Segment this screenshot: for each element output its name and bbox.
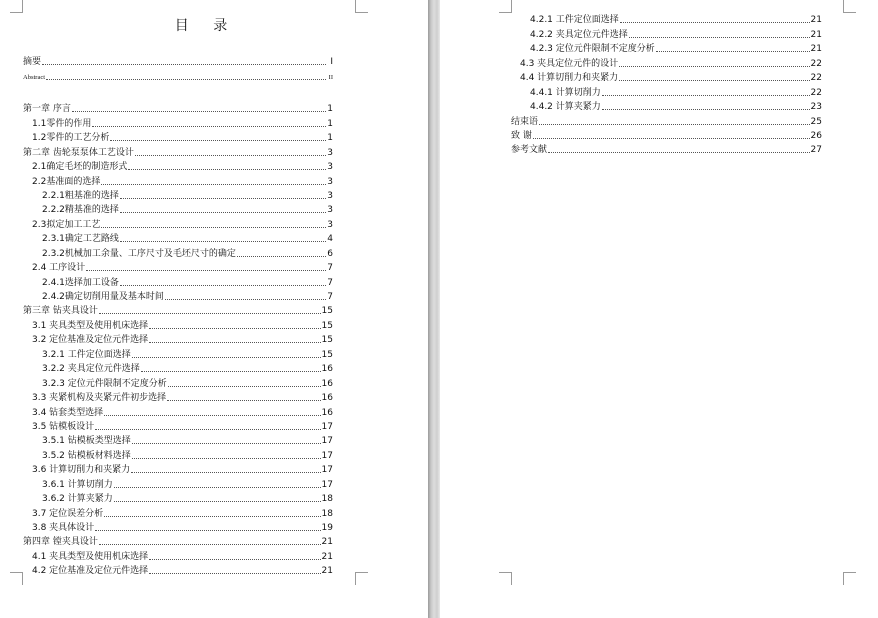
- toc-leader-dots: [101, 227, 326, 228]
- toc-leader-dots: [620, 22, 810, 23]
- toc-leader-dots: [131, 472, 320, 473]
- toc-entry-page: 21: [810, 44, 822, 55]
- toc-leader-dots: [237, 256, 326, 257]
- toc-entry-page: 3: [327, 219, 333, 230]
- toc-leader-dots: [539, 124, 810, 125]
- toc-spacer: [23, 83, 333, 101]
- toc-entry[interactable]: [23, 419, 333, 433]
- toc-entry-text: 1.2零件的工艺分析: [32, 133, 110, 144]
- toc-entry[interactable]: [23, 534, 333, 548]
- toc-entry-page: 6: [327, 248, 333, 259]
- toc-entry-page: 21: [321, 551, 333, 562]
- toc-entry-page: 25: [810, 116, 822, 127]
- toc-list-left: [23, 54, 333, 577]
- toc-entry-text: 3.1 夹具类型及使用机床选择: [32, 320, 149, 331]
- toc-leader-dots: [629, 37, 810, 38]
- toc-leader-dots: [602, 109, 810, 110]
- toc-entry[interactable]: [23, 375, 333, 389]
- toc-entry-page: 17: [321, 436, 333, 447]
- toc-entry-page: 1: [327, 133, 333, 144]
- toc-entry[interactable]: [511, 142, 822, 156]
- toc-leader-dots: [149, 559, 320, 560]
- toc-entry-page: I: [330, 57, 333, 68]
- toc-entry[interactable]: [23, 54, 333, 68]
- toc-list-right: [511, 12, 822, 156]
- toc-entry-text: 4.1 夹具类型及使用机床选择: [32, 551, 149, 562]
- toc-leader-dots: [104, 415, 320, 416]
- toc-entry-text: 2.3拟定加工工艺: [32, 219, 101, 230]
- toc-entry-text: Abstract: [23, 73, 46, 81]
- toc-leader-dots: [101, 184, 326, 185]
- toc-leader-dots: [128, 169, 326, 170]
- toc-entry[interactable]: [23, 245, 333, 259]
- toc-entry-text: 4.3 夹具定位元件的设计: [520, 58, 619, 69]
- toc-entry-text: 第一章 序言: [23, 104, 71, 115]
- toc-entry-page: 16: [321, 393, 333, 404]
- toc-entry-text: 4.2.3 定位元件限制不定度分析: [530, 44, 655, 55]
- toc-entry[interactable]: [23, 260, 333, 274]
- toc-entry[interactable]: [23, 231, 333, 245]
- toc-leader-dots: [114, 501, 321, 502]
- toc-entry-text: 4.2.2 夹具定位元件选择: [530, 29, 628, 40]
- toc-entry-text: 结束语: [511, 116, 539, 127]
- toc-entry[interactable]: [511, 41, 822, 55]
- toc-entry-page: 3: [327, 205, 333, 216]
- toc-entry[interactable]: [511, 70, 822, 84]
- toc-entry[interactable]: [23, 101, 333, 115]
- toc-leader-dots: [132, 357, 321, 358]
- toc-entry-text: 3.5 钻模板设计: [32, 421, 95, 432]
- toc-title: 目 录: [174, 18, 238, 34]
- toc-entry-text: 2.4.1选择加工设备: [42, 277, 119, 288]
- toc-entry-page: 3: [327, 162, 333, 173]
- toc-entry[interactable]: [511, 26, 822, 40]
- toc-entry[interactable]: [23, 216, 333, 230]
- toc-entry[interactable]: [23, 188, 333, 202]
- toc-entry[interactable]: [23, 505, 333, 519]
- toc-leader-dots: [165, 299, 326, 300]
- toc-entry-page: 18: [321, 508, 333, 519]
- toc-leader-dots: [149, 328, 320, 329]
- toc-entry-text: 4.4.2 计算夹紧力: [530, 102, 601, 113]
- toc-leader-dots: [95, 530, 320, 531]
- toc-entry-text: 2.2.1粗基准的选择: [42, 190, 119, 201]
- toc-entry-page: 15: [321, 349, 333, 360]
- toc-entry[interactable]: [23, 274, 333, 288]
- toc-leader-dots: [619, 66, 809, 67]
- toc-entry[interactable]: [511, 99, 822, 113]
- toc-entry-page: 7: [327, 292, 333, 302]
- toc-entry-text: 3.2.1 工件定位面选择: [42, 349, 131, 360]
- toc-leader-dots: [114, 487, 321, 488]
- toc-leader-dots: [602, 95, 810, 96]
- toc-entry-page: 21: [321, 537, 333, 548]
- toc-entry-page: 16: [321, 364, 333, 375]
- toc-entry[interactable]: [23, 202, 333, 216]
- toc-entry[interactable]: [23, 520, 333, 534]
- toc-entry[interactable]: [23, 303, 333, 317]
- toc-entry-text: 摘要: [23, 57, 42, 68]
- toc-entry-page: 22: [810, 58, 822, 69]
- toc-entry-text: 3.5.1 钻模板类型选择: [42, 436, 131, 447]
- toc-leader-dots: [120, 285, 326, 286]
- toc-entry-page: 1: [327, 118, 333, 129]
- toc-entry[interactable]: [23, 404, 333, 418]
- toc-leader-dots: [99, 544, 321, 545]
- toc-entry-text: 4.2.1 工件定位面选择: [530, 15, 619, 26]
- toc-entry[interactable]: [23, 173, 333, 187]
- toc-entry[interactable]: [23, 433, 333, 447]
- toc-leader-dots: [46, 79, 326, 80]
- toc-leader-dots: [135, 155, 326, 156]
- toc-entry[interactable]: [23, 548, 333, 562]
- crop-mark-top-right: [355, 0, 368, 13]
- toc-entry-page: 16: [321, 378, 333, 389]
- toc-leader-dots: [92, 126, 326, 127]
- toc-entry-page: 7: [327, 263, 333, 274]
- toc-leader-dots: [72, 111, 326, 112]
- toc-leader-dots: [548, 152, 810, 153]
- toc-entry-page: 15: [321, 320, 333, 331]
- toc-entry[interactable]: [23, 491, 333, 505]
- toc-entry-page: 1: [327, 104, 333, 115]
- document-page-left: [0, 0, 428, 618]
- crop-mark-top-left: [10, 0, 23, 13]
- toc-entry[interactable]: [511, 12, 822, 26]
- toc-entry[interactable]: [23, 563, 333, 577]
- toc-entry[interactable]: [511, 128, 822, 142]
- toc-entry-text: 致 谢: [511, 130, 532, 141]
- toc-entry[interactable]: [23, 476, 333, 490]
- toc-entry[interactable]: [23, 68, 333, 82]
- toc-leader-dots: [86, 270, 326, 271]
- crop-mark-bottom-right: [355, 572, 368, 585]
- toc-leader-dots: [533, 138, 810, 139]
- toc-leader-dots: [95, 429, 320, 430]
- toc-entry-page: II: [328, 73, 333, 81]
- toc-leader-dots: [141, 371, 321, 372]
- toc-leader-dots: [120, 198, 326, 199]
- toc-entry[interactable]: [23, 317, 333, 331]
- toc-leader-dots: [132, 458, 321, 459]
- toc-entry-text: 4.4 计算切削力和夹紧力: [520, 73, 619, 84]
- toc-entry-text: 第三章 钻夹具设计: [23, 306, 98, 317]
- crop-mark-bottom-left: [10, 572, 23, 585]
- toc-entry-text: 3.2.2 夹具定位元件选择: [42, 364, 140, 375]
- toc-entry-text: 3.3 夹紧机构及夹紧元件初步选择: [32, 393, 167, 404]
- toc-entry[interactable]: [511, 84, 822, 98]
- toc-entry-page: 4: [327, 234, 333, 245]
- toc-entry-page: 17: [321, 421, 333, 432]
- toc-entry-text: 2.2.2精基准的选择: [42, 205, 119, 216]
- toc-leader-dots: [42, 64, 326, 65]
- toc-leader-dots: [110, 140, 326, 141]
- toc-entry-page: 7: [327, 277, 333, 288]
- toc-entry-page: 21: [321, 566, 333, 577]
- toc-entry[interactable]: [23, 289, 333, 303]
- toc-entry[interactable]: [23, 462, 333, 476]
- toc-leader-dots: [120, 241, 326, 242]
- toc-entry-page: 22: [810, 87, 822, 98]
- toc-entry-text: 第二章 齿轮泵泵体工艺设计: [23, 147, 134, 158]
- toc-entry-text: 3.8 夹具体设计: [32, 523, 95, 533]
- toc-leader-dots: [132, 443, 321, 444]
- toc-entry-text: 2.4 工序设计: [32, 263, 86, 274]
- toc-entry[interactable]: [23, 346, 333, 360]
- toc-leader-dots: [120, 212, 326, 213]
- toc-entry[interactable]: [23, 130, 333, 144]
- page-gutter: [428, 0, 440, 618]
- toc-entry-page: 18: [321, 494, 333, 505]
- toc-entry-text: 2.1确定毛坯的制造形式: [32, 162, 128, 173]
- toc-entry-page: 3: [327, 190, 333, 201]
- toc-leader-dots: [168, 386, 321, 387]
- toc-leader-dots: [656, 51, 810, 52]
- toc-entry-text: 3.4 钻套类型选择: [32, 407, 104, 418]
- toc-entry-page: 17: [321, 465, 333, 476]
- toc-entry-text: 3.2 定位基准及定位元件选择: [32, 335, 149, 346]
- toc-entry-page: 23: [810, 102, 822, 113]
- toc-entry-text: 3.7 定位误差分析: [32, 508, 104, 519]
- toc-entry-page: 3: [327, 147, 333, 158]
- toc-entry-text: 3.6 计算切削力和夹紧力: [32, 465, 131, 476]
- toc-entry-text: 3.5.2 钻模板材料选择: [42, 450, 131, 461]
- toc-entry-page: 21: [810, 15, 822, 26]
- toc-entry-page: 19: [321, 523, 333, 533]
- toc-leader-dots: [619, 80, 809, 81]
- toc-entry-text: 2.2基准面的选择: [32, 176, 101, 187]
- toc-entry[interactable]: [23, 115, 333, 129]
- toc-entry-page: 15: [321, 306, 333, 317]
- toc-entry-text: 4.4.1 计算切削力: [530, 87, 601, 98]
- toc-entry-text: 3.2.3 定位元件限制不定度分析: [42, 378, 167, 389]
- toc-entry-text: 2.3.1确定工艺路线: [42, 234, 119, 245]
- toc-entry[interactable]: [23, 144, 333, 158]
- crop-mark-bottom-left: [499, 572, 512, 585]
- toc-entry-text: 4.2 定位基准及定位元件选择: [32, 566, 149, 577]
- toc-entry-page: 3: [327, 176, 333, 187]
- crop-mark-top-right: [843, 0, 856, 13]
- toc-entry-page: 26: [810, 130, 822, 141]
- toc-entry[interactable]: [23, 332, 333, 346]
- toc-entry-text: 3.6.2 计算夹紧力: [42, 494, 113, 505]
- toc-entry-text: 第四章 镗夹具设计: [23, 537, 98, 548]
- toc-entry-text: 2.3.2机械加工余量、工序尺寸及毛坯尺寸的确定: [42, 248, 236, 259]
- toc-entry-text: 参考文献: [511, 145, 548, 156]
- toc-entry-page: 17: [321, 479, 333, 490]
- document-page-right: [440, 0, 878, 618]
- toc-entry-page: 27: [810, 145, 822, 156]
- toc-leader-dots: [104, 516, 320, 517]
- toc-entry[interactable]: [23, 159, 333, 173]
- toc-entry-page: 15: [321, 335, 333, 346]
- crop-mark-bottom-right: [843, 572, 856, 585]
- toc-entry[interactable]: [23, 361, 333, 375]
- toc-entry-page: 17: [321, 450, 333, 461]
- toc-entry-text: 1.1零件的作用: [32, 118, 92, 129]
- toc-leader-dots: [149, 573, 320, 574]
- toc-entry[interactable]: [23, 390, 333, 404]
- toc-entry[interactable]: [511, 55, 822, 69]
- toc-entry[interactable]: [511, 113, 822, 127]
- toc-entry-page: 21: [810, 29, 822, 40]
- toc-entry-page: 16: [321, 407, 333, 418]
- toc-entry-text: 3.6.1 计算切削力: [42, 479, 113, 490]
- toc-entry-text: 2.4.2确定切削用量及基本时间: [42, 292, 164, 302]
- toc-entry-page: 22: [810, 73, 822, 84]
- toc-leader-dots: [99, 313, 321, 314]
- toc-entry[interactable]: [23, 447, 333, 461]
- toc-leader-dots: [149, 342, 320, 343]
- toc-leader-dots: [167, 400, 320, 401]
